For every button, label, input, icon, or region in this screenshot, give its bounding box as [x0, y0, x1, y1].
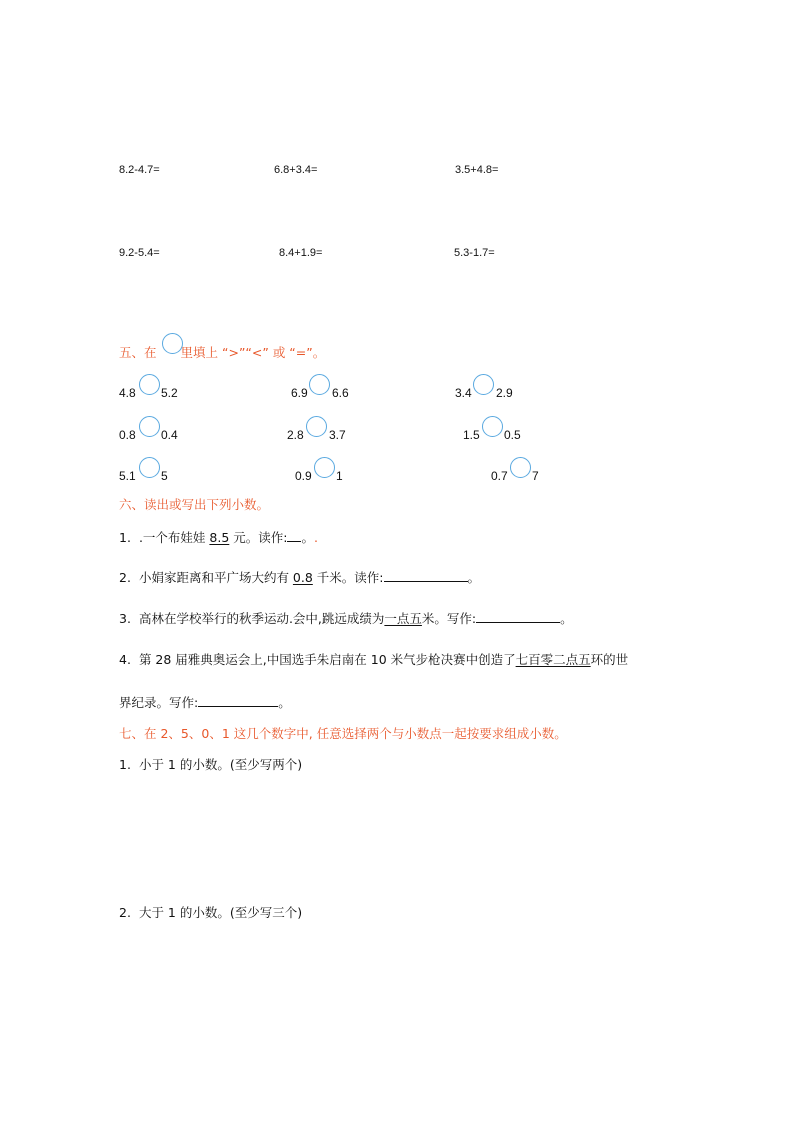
circle-icon: [162, 333, 183, 354]
comparison-right: 5: [161, 469, 168, 483]
comparison-right: 2.9: [496, 386, 513, 400]
comparison-left: 4.8: [119, 386, 136, 400]
question-7-1: [119, 755, 302, 773]
compare-circle-input[interactable]: [139, 416, 160, 437]
comparison-right: 3.7: [329, 428, 346, 442]
section5-heading: [119, 343, 325, 361]
question-text: .一个布娃娃: [138, 530, 210, 545]
underlined-value: 8.5: [209, 530, 230, 545]
answer-blank[interactable]: [476, 610, 560, 623]
question-text: 元。读作:: [229, 530, 288, 545]
question-text: 小于 1 的小数。(至少写两个): [138, 757, 303, 772]
comparison-left: 3.4: [455, 386, 472, 400]
question-text: 。: [301, 530, 314, 545]
comparison-right: 5.2: [161, 386, 178, 400]
calc-item: 3.5+4.8=: [455, 164, 499, 176]
question-text: 小娟家距离和平广场大约有: [138, 570, 293, 585]
comparison-right: 0.4: [161, 428, 178, 442]
question-6-2: [119, 568, 480, 586]
question-7-2: [119, 903, 302, 921]
question-6-1: [119, 528, 318, 546]
comparison-left: 5.1: [119, 469, 136, 483]
question-text: 环的世: [590, 652, 629, 667]
section6-heading: 六、读出或写出下列小数。: [119, 497, 270, 512]
section7-heading: 七、在 2、5、0、1 这几个数字中, 任意选择两个与小数点一起按要求组成小数。: [119, 726, 567, 741]
question-6-4-cont: [119, 693, 291, 711]
stray-mark: .: [313, 530, 318, 545]
compare-circle-input[interactable]: [139, 374, 160, 395]
compare-circle-input[interactable]: [309, 374, 330, 395]
section5-prefix: 五、在: [119, 345, 157, 360]
calc-item: 8.4+1.9=: [279, 247, 323, 259]
compare-circle-input[interactable]: [139, 457, 160, 478]
question-text: 大于 1 的小数。(至少写三个): [138, 905, 303, 920]
question-text: 米。写作:: [421, 611, 477, 626]
question-number: 1.: [119, 530, 131, 545]
question-number: 1.: [119, 757, 131, 772]
comparison-left: 2.8: [287, 428, 304, 442]
comparison-left: 0.8: [119, 428, 136, 442]
question-number: 2.: [119, 905, 131, 920]
compare-circle-input[interactable]: [306, 416, 327, 437]
compare-circle-input[interactable]: [473, 374, 494, 395]
underlined-value: 一点五: [384, 611, 422, 626]
question-text: 第 28 届雅典奥运会上,中国选手朱启南在 10 米气步枪决赛中创造了: [138, 652, 516, 667]
question-number: 4.: [119, 652, 131, 667]
question-6-4: [119, 650, 628, 668]
question-text: 。: [278, 695, 291, 710]
question-text: 。: [560, 611, 573, 626]
comparison-right: 7: [532, 469, 539, 483]
calc-item: 5.3-1.7=: [454, 247, 495, 259]
answer-blank[interactable]: [198, 694, 278, 707]
comparison-left: 0.7: [491, 469, 508, 483]
question-text: 界纪录。写作:: [119, 695, 199, 710]
underlined-value: 0.8: [292, 570, 313, 585]
underlined-value: 七百零二点五: [515, 652, 591, 667]
compare-circle-input[interactable]: [482, 416, 503, 437]
comparison-left: 1.5: [463, 428, 480, 442]
comparison-left: 0.9: [295, 469, 312, 483]
comparison-left: 6.9: [291, 386, 308, 400]
comparison-right: 0.5: [504, 428, 521, 442]
calc-item: 8.2-4.7=: [119, 164, 160, 176]
comparison-right: 1: [336, 469, 343, 483]
comparison-right: 6.6: [332, 386, 349, 400]
question-text: 高林在学校举行的秋季运动.会中,跳远成绩为: [138, 611, 385, 626]
question-text: 千米。读作:: [312, 570, 384, 585]
answer-blank[interactable]: [384, 569, 468, 582]
calc-item: 6.8+3.4=: [274, 164, 318, 176]
answer-blank[interactable]: [287, 529, 301, 542]
question-number: 2.: [119, 570, 131, 585]
section5-suffix: 里填上 “>”“<” 或 “=”。: [180, 345, 326, 360]
compare-circle-input[interactable]: [510, 457, 531, 478]
question-number: 3.: [119, 611, 131, 626]
question-6-3: [119, 609, 573, 627]
calc-item: 9.2-5.4=: [119, 247, 160, 259]
question-text: 。: [467, 570, 481, 585]
compare-circle-input[interactable]: [314, 457, 335, 478]
